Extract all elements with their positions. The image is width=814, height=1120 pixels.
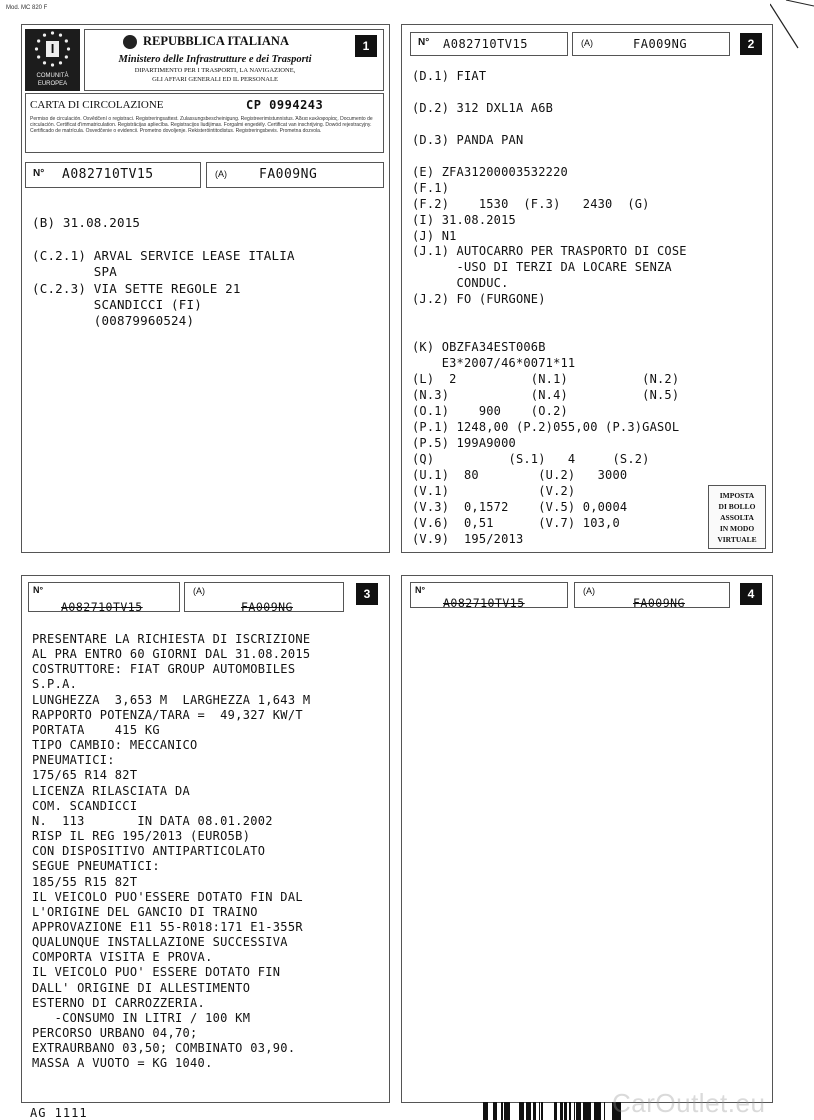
- box2-line: (L) 2 (N.1) (N.2): [412, 372, 680, 387]
- box3-line: RAPPORTO POTENZA/TARA = 49,327 KW/T: [32, 707, 303, 722]
- box2-line: E3*2007/46*0071*11: [412, 356, 576, 371]
- eu-star-icon: [43, 34, 46, 37]
- box-number-4: 4: [740, 583, 762, 605]
- id-number-box: [25, 162, 201, 188]
- stamp-line: IMPOSTA: [719, 491, 755, 500]
- box2-line: (P.1) 1248,00 (P.2)055,00 (P.3)GASOL: [412, 419, 680, 434]
- plate-value: FA009NG: [241, 600, 293, 614]
- barcode-bar: [564, 1102, 567, 1120]
- barcode-bar: [520, 1102, 522, 1120]
- box3-line: COSTRUTTORE: FIAT GROUP AUTOMOBILES: [32, 662, 296, 677]
- id-number-value: A082710TV15: [443, 37, 528, 51]
- stamp-line: IN MODO: [719, 524, 755, 533]
- form-code: Mod. MC 820 F: [6, 5, 48, 11]
- fold-mark: [770, 0, 814, 50]
- box2-line: (O.1) 900 (O.2): [412, 404, 568, 419]
- barcode-bar: [527, 1102, 528, 1120]
- plate-value: FA009NG: [633, 37, 688, 51]
- footer-code: AG 1111: [30, 1106, 88, 1120]
- barcode-bar: [507, 1102, 510, 1120]
- barcode-bar: [570, 1102, 571, 1120]
- box3-line: 185/55 R15 82T: [32, 874, 138, 889]
- box3-line: L'ORIGINE DEL GANCIO DI TRAINO: [32, 904, 258, 919]
- box2-line: (J) N1: [412, 228, 457, 243]
- box1-line: SPA: [32, 264, 117, 280]
- plate-label: (A): [215, 169, 227, 179]
- box3-line: COMPORTA VISITA E PROVA.: [32, 950, 213, 965]
- barcode-bar: [533, 1102, 536, 1120]
- barcode-bar: [560, 1102, 562, 1120]
- box2-line: (D.1) FIAT: [412, 69, 487, 83]
- box3-line: QUALUNQUE INSTALLAZIONE SUCCESSIVA: [32, 935, 288, 950]
- barcode-bar: [501, 1102, 503, 1120]
- box2-line: [412, 308, 687, 324]
- republic-header: [84, 29, 384, 91]
- plate-box: [572, 32, 730, 56]
- barcode-bar: [519, 1102, 520, 1120]
- eu-star-icon: [51, 31, 54, 34]
- box2-line: (I) 31.08.2015: [412, 212, 516, 227]
- barcode-bar: [569, 1102, 570, 1120]
- box3-line: N. 113 IN DATA 08.01.2002: [32, 813, 273, 828]
- box1-line: (00879960524): [32, 313, 195, 329]
- barcode-bar: [594, 1102, 597, 1120]
- stamp-line: DI BOLLO: [718, 502, 756, 511]
- barcode-bar: [562, 1102, 563, 1120]
- emblem-icon: [123, 35, 137, 49]
- eu-star-icon: [35, 47, 38, 50]
- barcode-bar: [556, 1102, 557, 1120]
- box2-line: (D.3) PANDA PAN: [412, 132, 524, 147]
- box3-line: LUNGHEZZA 3,653 M LARGHEZZA 1,643 M: [32, 692, 311, 707]
- barcode-bar: [574, 1102, 575, 1120]
- panel-3: [21, 575, 390, 1103]
- box1-line: SCANDICCI (FI): [32, 297, 202, 313]
- eu-country-code: I: [46, 41, 59, 57]
- plate-label: (A): [193, 586, 205, 596]
- eu-star-icon: [67, 47, 70, 50]
- eu-star-icon: [43, 61, 46, 64]
- id-number-label: N°: [418, 37, 430, 48]
- box2-line: (P.5) 199A9000: [412, 435, 516, 450]
- box3-line: 175/65 R14 82T: [32, 768, 138, 783]
- box3-line: PNEUMATICI:: [32, 753, 115, 768]
- box2-line: (V.3) 0,1572 (V.5) 0,0004: [412, 499, 628, 514]
- eu-label-1: COMUNITÀ: [36, 73, 69, 79]
- plate-value: FA009NG: [259, 167, 318, 182]
- box2-line: (J.1) AUTOCARRO PER TRASPORTO DI COSE: [412, 244, 687, 259]
- id-number-box: [28, 582, 180, 612]
- box1-line: (C.2.3) VIA SETTE REGOLE 21: [32, 280, 241, 296]
- box2-line: [412, 85, 687, 101]
- box3-line: ESTERNO DI CARROZZERIA.: [32, 995, 206, 1010]
- box3-line: IL VEICOLO PUO'ESSERE DOTATO FIN DAL: [32, 889, 303, 904]
- department-line-1: DIPARTIMENTO PER I TRASPORTI, LA NAVIGAZIONE,: [134, 67, 296, 74]
- barcode-bar: [576, 1102, 579, 1120]
- box-number-3: 3: [356, 583, 378, 605]
- panel-1: [21, 24, 390, 553]
- barcode-bar: [493, 1102, 494, 1120]
- department-line-2: GLI AFFARI GENERALI ED IL PERSONALE: [152, 76, 278, 83]
- id-number-value: A082710TV15: [443, 596, 525, 610]
- eu-label-2: EUROPEA: [37, 81, 68, 87]
- eu-star-icon: [65, 55, 68, 58]
- id-number-box: [410, 32, 568, 56]
- barcode-bar: [585, 1102, 588, 1120]
- box2-line: -USO DI TERZI DA LOCARE SENZA: [412, 260, 672, 275]
- box3-line: TIPO CAMBIO: MECCANICO: [32, 738, 198, 753]
- box3-line: EXTRAURBANO 03,50; COMBINATO 03,90.: [32, 1041, 296, 1056]
- document-number: CP 0994243: [246, 98, 324, 112]
- barcode-bar: [539, 1102, 540, 1120]
- box3-line: PERCORSO URBANO 04,70;: [32, 1026, 198, 1041]
- id-number-label: N°: [415, 585, 426, 595]
- box3-line: LICENZA RILASCIATA DA: [32, 783, 191, 798]
- barcode-bar: [494, 1102, 497, 1120]
- eu-flag: [25, 29, 80, 91]
- barcode-bar: [486, 1102, 488, 1120]
- box2-line: (Q) (S.1) 4 (S.2): [412, 451, 650, 466]
- id-number-box: [410, 582, 568, 608]
- box2-line: (V.6) 0,51 (V.7) 103,0: [412, 515, 620, 530]
- box3-line: DALL' ORIGINE DI ALLESTIMENTO: [32, 980, 251, 995]
- barcode-bar: [554, 1102, 556, 1120]
- box3-line: SEGUE PNEUMATICI:: [32, 859, 160, 874]
- barcode-bar: [588, 1102, 591, 1120]
- box3-line: S.P.A.: [32, 677, 78, 692]
- box2-content: [412, 69, 687, 548]
- eu-star-icon: [59, 34, 62, 37]
- box-number-2: 2: [740, 33, 762, 55]
- box2-line: (V.9) 195/2013: [412, 531, 524, 546]
- barcode-bar: [604, 1102, 605, 1120]
- barcode-bar: [522, 1102, 524, 1120]
- stamp-line: ASSOLTA: [720, 513, 754, 522]
- box3-line: -CONSUMO IN LITRI / 100 KM: [32, 1010, 251, 1025]
- watermark: CarOutlet.eu: [612, 1088, 766, 1118]
- barcode-bar: [598, 1102, 600, 1120]
- eu-star-icon: [59, 61, 62, 64]
- box2-line: (K) OBZFA34EST006B: [412, 340, 546, 355]
- stamp-line: VIRTUALE: [717, 535, 757, 544]
- box2-line: (E) ZFA31200003532220: [412, 164, 568, 179]
- box3-line: RISP IL REG 195/2013 (EURO5B): [32, 829, 251, 844]
- box1-line: [32, 231, 295, 247]
- box2-line: [412, 149, 687, 165]
- box3-line: CON DISPOSITIVO ANTIPARTICOLATO: [32, 844, 266, 859]
- document-title-box: [25, 93, 384, 153]
- eu-star-icon: [65, 39, 68, 42]
- box1-content: [32, 215, 295, 330]
- ministry-name: Ministero delle Infrastrutture e dei Trasporti: [118, 54, 312, 65]
- box3-line: COM. SCANDICCI: [32, 798, 138, 813]
- box3-line: PORTATA 415 KG: [32, 722, 160, 737]
- barcode-bar: [526, 1102, 527, 1120]
- plate-box: [184, 582, 344, 612]
- box2-line: (J.2) FO (FURGONE): [412, 292, 546, 307]
- id-number-value: A082710TV15: [62, 167, 154, 182]
- eu-star-icon: [37, 39, 40, 42]
- box3-line: IL VEICOLO PUO' ESSERE DOTATO FIN: [32, 965, 281, 980]
- box2-line: CONDUC.: [412, 276, 509, 291]
- eu-star-icon: [37, 55, 40, 58]
- tax-stamp: [708, 485, 766, 549]
- barcode: [480, 1102, 630, 1120]
- barcode-bar: [528, 1102, 531, 1120]
- republic-title: REPUBBLICA ITALIANA: [143, 34, 289, 48]
- barcode-bar: [504, 1102, 507, 1120]
- document-title: CARTA DI CIRCOLAZIONE: [30, 99, 164, 111]
- box3-content: [32, 632, 310, 1072]
- document-translations: Permiso de circulación. Osvědčení o registraci. Registreringsattest. Zulassungsbescheinigung. Registreerimistunnistus. Άδεια κυκλοφορίας. Documento de circulación. Certificat d'immatriculation. Registrācijas apliecība. Registracijos liudijimas. Forgalmi engedély. Certificat van inschrijving. Dowód rejestracyjny. Certificado de matrícula. Osvedčenie o evidencii. Prometno dovoljenje. Rekisteröintitodistus. Registreringsbevis. Prometna dozvola.: [30, 116, 373, 134]
- box2-line: (D.2) 312 DXL1A A6B: [412, 100, 554, 115]
- box3-line: APPROVAZIONE E11 55-R018:171 E1-355R: [32, 919, 303, 934]
- barcode-bar: [583, 1102, 585, 1120]
- plate-value: FA009NG: [633, 596, 685, 610]
- id-number-label: N°: [33, 585, 44, 595]
- box2-line: (F.2) 1530 (F.3) 2430 (G): [412, 196, 650, 211]
- box1-line: (B) 31.08.2015: [32, 215, 141, 230]
- box2-line: (F.1): [412, 180, 450, 195]
- barcode-bar: [597, 1102, 598, 1120]
- barcode-bar: [483, 1102, 486, 1120]
- barcode-bar: [541, 1102, 543, 1120]
- panel-4: [401, 575, 773, 1103]
- id-number-label: N°: [33, 168, 45, 179]
- box2-line: (V.1) (V.2): [412, 483, 576, 498]
- box3-line: PRESENTARE LA RICHIESTA DI ISCRIZIONE: [32, 632, 311, 646]
- eu-star-icon: [51, 63, 54, 66]
- id-number-value: A082710TV15: [61, 600, 143, 614]
- plate-box: [206, 162, 384, 188]
- box-number-1: 1: [355, 35, 377, 57]
- box2-line: [412, 117, 687, 133]
- plate-label: (A): [583, 586, 595, 596]
- box1-line: (C.2.1) ARVAL SERVICE LEASE ITALIA: [32, 247, 295, 263]
- plate-label: (A): [581, 38, 593, 48]
- plate-box: [574, 582, 730, 608]
- box2-line: [412, 324, 687, 340]
- barcode-bar: [579, 1102, 581, 1120]
- barcode-bar: [600, 1102, 601, 1120]
- box2-line: (N.3) (N.4) (N.5): [412, 388, 680, 403]
- panel-2: [401, 24, 773, 553]
- box2-line: (U.1) 80 (U.2) 3000: [412, 467, 628, 482]
- box3-line: MASSA A VUOTO = KG 1040.: [32, 1056, 213, 1071]
- box3-line: AL PRA ENTRO 60 GIORNI DAL 31.08.2015: [32, 647, 311, 662]
